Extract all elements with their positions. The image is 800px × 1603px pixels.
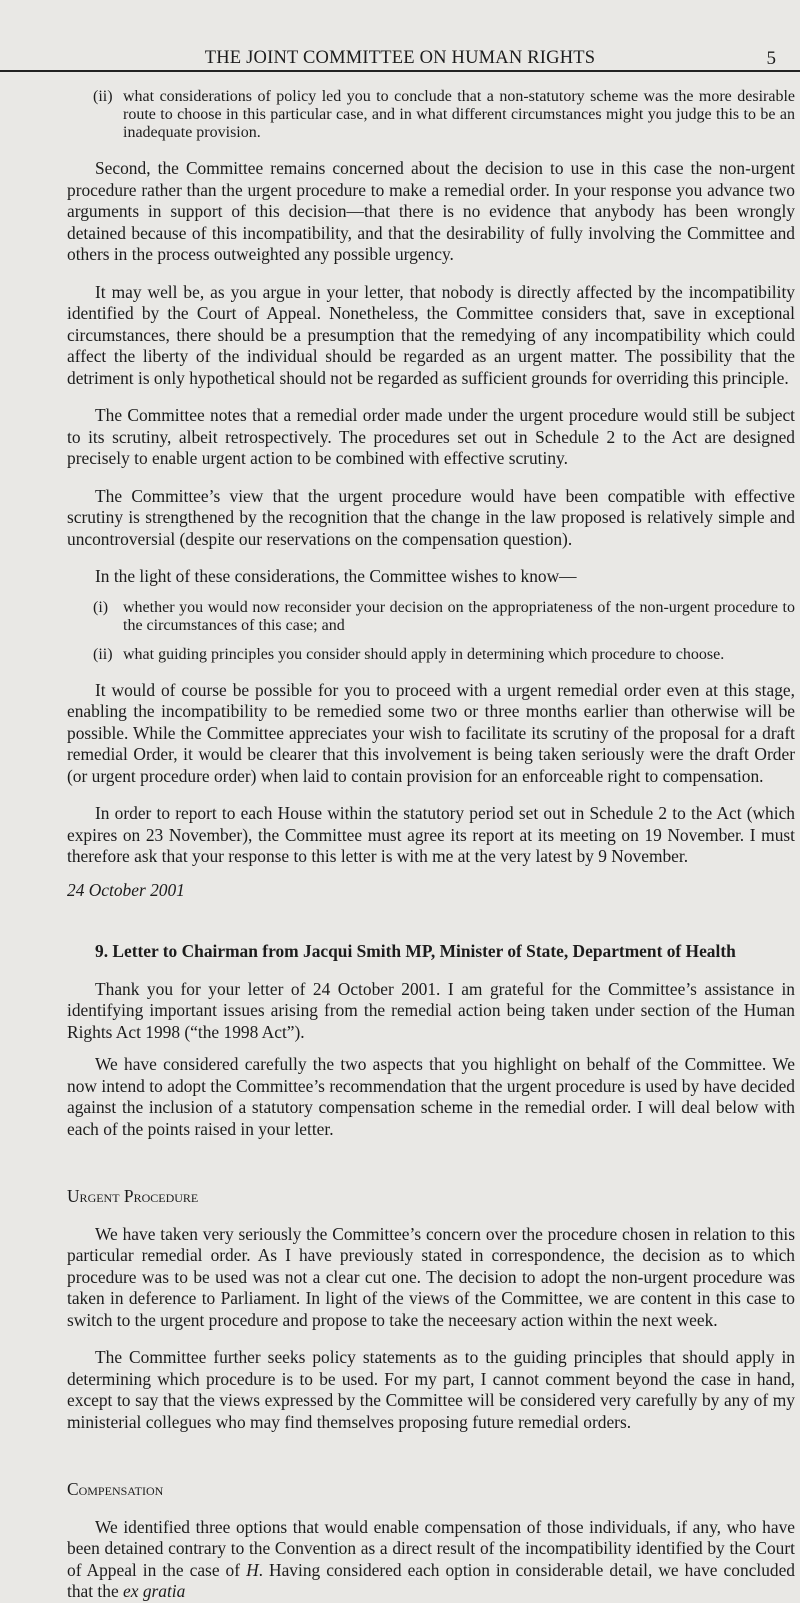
body-text [67, 88, 795, 1603]
paragraph: It may well be, as you argue in your letter, that nobody is directly affected by the incompatibility identified by the Court of Appeal. Nonetheless, the Committee considers that, save in exceptional circumstances, there should be a presumption that the remedying of any incompatibility which could affect the liberty of the individual should be regarded as an urgent matter. The possibility that the detriment is only hypothetical should not be regarded as sufficient grounds for overriding this principle. [67, 281, 795, 388]
paragraph: We have taken very seriously the Committee’s concern over the procedure chosen in relation to this particular remedial order. As I have previously stated in correspondence, the decision as to which procedure was to be used was not a clear cut one. The decision to adopt the non-urgent procedure was taken in deference to Parliament. In light of the views of the Committee, we are content in this case to switch to the urgent procedure and propose to take the neceesary action within the next week. [67, 1223, 795, 1330]
paragraph: Second, the Committee remains concerned about the decision to use in this case the non-urgent procedure rather than the urgent procedure to make a remedial order. In your response you advance two arguments in support of this decision—that there is no evidence that anybody has been wrongly detained because of this incompatibility, and that the desirability of fully involving the Committee and others in the process outweighted any possible urgency. [67, 158, 795, 264]
subheading-urgent-procedure: Urgent Procedure [67, 1186, 199, 1206]
letter-date: 24 October 2001 [67, 879, 185, 900]
paragraph: It would of course be possible for you to proceed with a urgent remedial order even at this stage, enabling the incompatibility to be remedied some two or three months earlier than otherwise will be possible. While the Committee appreciates your wish to facilitate its scrutiny of the proposal for a draft remedial Order, it would be clearer that this involvement is being taken seriously were the draft Order (or urgent procedure order) when laid to contain provision for an enforceable right to compensation. [67, 679, 795, 786]
latin-term: ex gratia [123, 1581, 186, 1601]
paragraph: The Committee’s view that the urgent procedure would have been compatible with effective scrutiny is strengthened by the recognition that the change in the law proposed is relatively simple and uncontroversial (despite our reservations on the compensation question). [67, 485, 795, 549]
list-item-number: (i) [93, 598, 109, 616]
list-item [67, 599, 795, 635]
paragraph-text: . Having considered each option in considerable detail, we have concluded that the [67, 1559, 795, 1601]
paragraph: In order to report to each House within the statutory period set out in Schedule 2 to the Act (which expires on 23 November), the Committee must agree its report at its meeting on 19 November. I must therefore ask that your response to this letter is with me at the very latest by 9 November. [67, 803, 795, 866]
paragraph: The Committee further seeks policy statements as to the guiding principles that should apply in determining which procedure is to be used. For my part, I cannot comment beyond the case in hand, except to say that the views expressed by the Committee will be considered very carefully by any of my ministerial collegues who may find themselves proposing future remedial orders. [67, 1347, 795, 1432]
list-item-text: whether you would now reconsider your decision on the appropriateness of the non-urgent procedure to the circumstances of this case; and [123, 598, 795, 634]
section-title: 9. Letter to Chairman from Jacqui Smith MP, Minister of State, Department of Health [95, 941, 736, 961]
list-item [67, 88, 795, 142]
subheading-compensation: Compensation [67, 1479, 164, 1499]
page-number: 5 [766, 48, 776, 69]
paragraph: In the light of these considerations, the Committee wishes to know— [95, 566, 577, 586]
paragraph: Thank you for your letter of 24 October 2001. I am grateful for the Committee’s assistance in identifying important issues arising from the remedial action being taken under section of the Human Rights Act 1998 (“the 1998 Act”). [67, 978, 795, 1042]
paragraph-text: We identified three options that would enable compensation of those individuals, if any, who have been detained contrary to the Convention as a direct result of the incompatibility identified by the Court of Appeal in the case of [67, 1516, 795, 1580]
header-rule [0, 70, 800, 72]
list-item-text: what considerations of policy led you to conclude that a non-statutory scheme was the more desirable route to choose in this particular case, and in what different circumstances might you judge this to be an inadequate provision. [123, 88, 795, 141]
paragraph [67, 1517, 795, 1603]
list-item [67, 646, 795, 664]
paragraph: We have considered carefully the two aspects that you highlight on behalf of the Committee. We now intend to adopt the Committee’s recommendation that the urgent procedure is used by have decided against the inclusion of a statutory compensation scheme in the remedial order. I will deal below with each of the points raised in your letter. [67, 1054, 795, 1139]
list-item-number: (ii) [93, 645, 113, 663]
list-item-number: (ii) [93, 88, 113, 105]
list-item-text: what guiding principles you consider should apply in determining which procedure to choose. [123, 645, 725, 663]
case-name: H [246, 1559, 259, 1580]
paragraph: The Committee notes that a remedial order made under the urgent procedure would still be subject to its scrutiny, albeit retrospectively. The procedures set out in Schedule 2 to the Act are designed precisely to enable urgent action to be combined with effective scrutiny. [67, 405, 795, 468]
header-title: THE JOINT COMMITTEE ON HUMAN RIGHTS [204, 48, 596, 68]
running-header [0, 30, 800, 69]
